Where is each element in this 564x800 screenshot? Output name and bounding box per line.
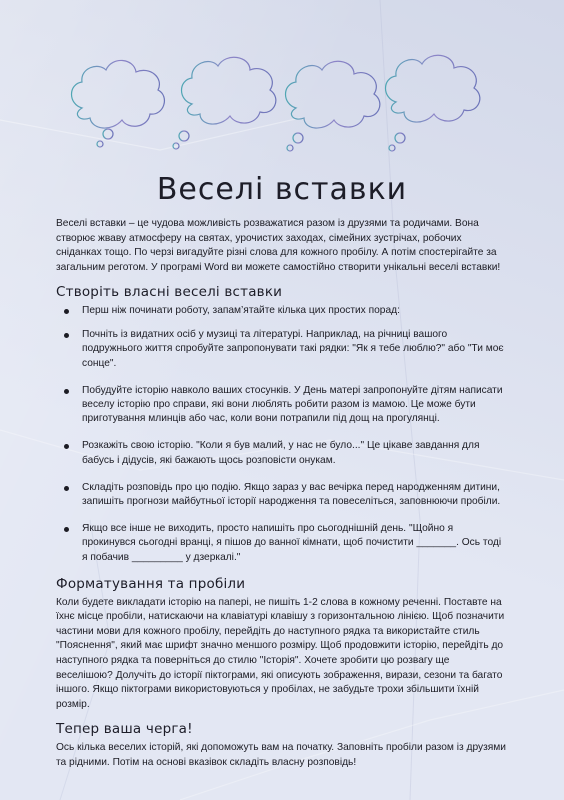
formatting-paragraph: Коли будете викладати історію на папері, не пишіть 1-2 слова в кожному реченні. Поставте на їхнє місце пробіли, натискаючи на клавіатурі клавішу з горизонтальною лінією. Щоб позначити частини мови для кожного пробілу, перейдіть до наступного рядка та використайте стиль "Пояснення", який має шрифт значно меншого розміру. Щоб продовжити історію, перейдіть до наступного рядка та поверніться до стилю "Історія". Хочете зробити цю розвагу ще веселішою? Долучіть до історії піктограми, які описують зображення, вирази, сезони та багато іншого. Якщо піктограми використовуються у пробілах, не забудьте трохи збільшити їхній розмір.	[56, 596, 505, 710]
thought-bubble-icon	[72, 60, 165, 128]
thought-bubble-icon	[386, 55, 480, 122]
document-body	[56, 172, 508, 771]
your-turn-paragraph: Ось кілька веселих історій, які допоможуть вам на початку. Заповніть пробіли разом із друзями та рідними. Потім на основі вказівок складіть власну розповідь!	[56, 742, 506, 768]
list-item: Почніть із видатних осіб у музиці та літературі. Наприклад, на річниці вашого подружнього життя спробуйте запропонувати такі рядки: "Як я тебе люблю?" або "Ти моє сонце".	[82, 328, 508, 371]
document-title: Веселі вставки	[156, 172, 408, 207]
tips-list	[56, 304, 508, 565]
thought-bubble-icon	[286, 61, 380, 128]
list-item: Розкажіть свою історію. "Коли я був малий, у нас не було..." Це цікаве завдання для бабусь і дідусів, які бажають щось розповісти онукам.	[82, 439, 508, 468]
section-heading-your-turn: Тепер ваша черга!	[56, 721, 193, 738]
list-item: Складіть розповідь про цю подію. Якщо зараз у вас вечірка перед народженням дитини, запишіть прогнози майбутньої історії народження та повеселіться, заповнюючи пробіли.	[82, 481, 508, 510]
list-item: Побудуйте історію навколо ваших стосунків. У День матері запропонуйте дітям написати веселу історію про справи, які вони люблять робити разом із мамою. Це може бути приготування млинців або час, коли вони потрапили під дощ на прогулянці.	[82, 384, 508, 427]
thought-bubble-icon	[182, 57, 276, 124]
thought-bubbles-decoration	[60, 38, 530, 168]
list-item: Перш ніж починати роботу, запам’ятайте кілька цих простих порад:	[82, 304, 508, 318]
list-item: Якщо все інше не виходить, просто напишіть про сьогоднішній день. "Щойно я прокинувся сьогодні вранці, я пішов до ванної кімнати, щоб почистити _______. Ось тоді я побачив _________ у дзеркалі."	[82, 522, 508, 565]
intro-paragraph: Веселі вставки – це чудова можливість розважатися разом із друзями та родичами. Вона створює жваву атмосферу на святах, урочистих заходах, сімейних зустрічах, робочих сніданках тощо. По черзі вигадуйте різні слова для кожного пробілу. А потім спостерігайте за загальним реготом. У програмі Word ви можете самостійно створити унікальні веселі вставки!	[56, 218, 501, 273]
section-heading-formatting: Форматування та пробіли	[56, 575, 246, 592]
section-heading-create: Створіть власні веселі вставки	[56, 284, 283, 301]
